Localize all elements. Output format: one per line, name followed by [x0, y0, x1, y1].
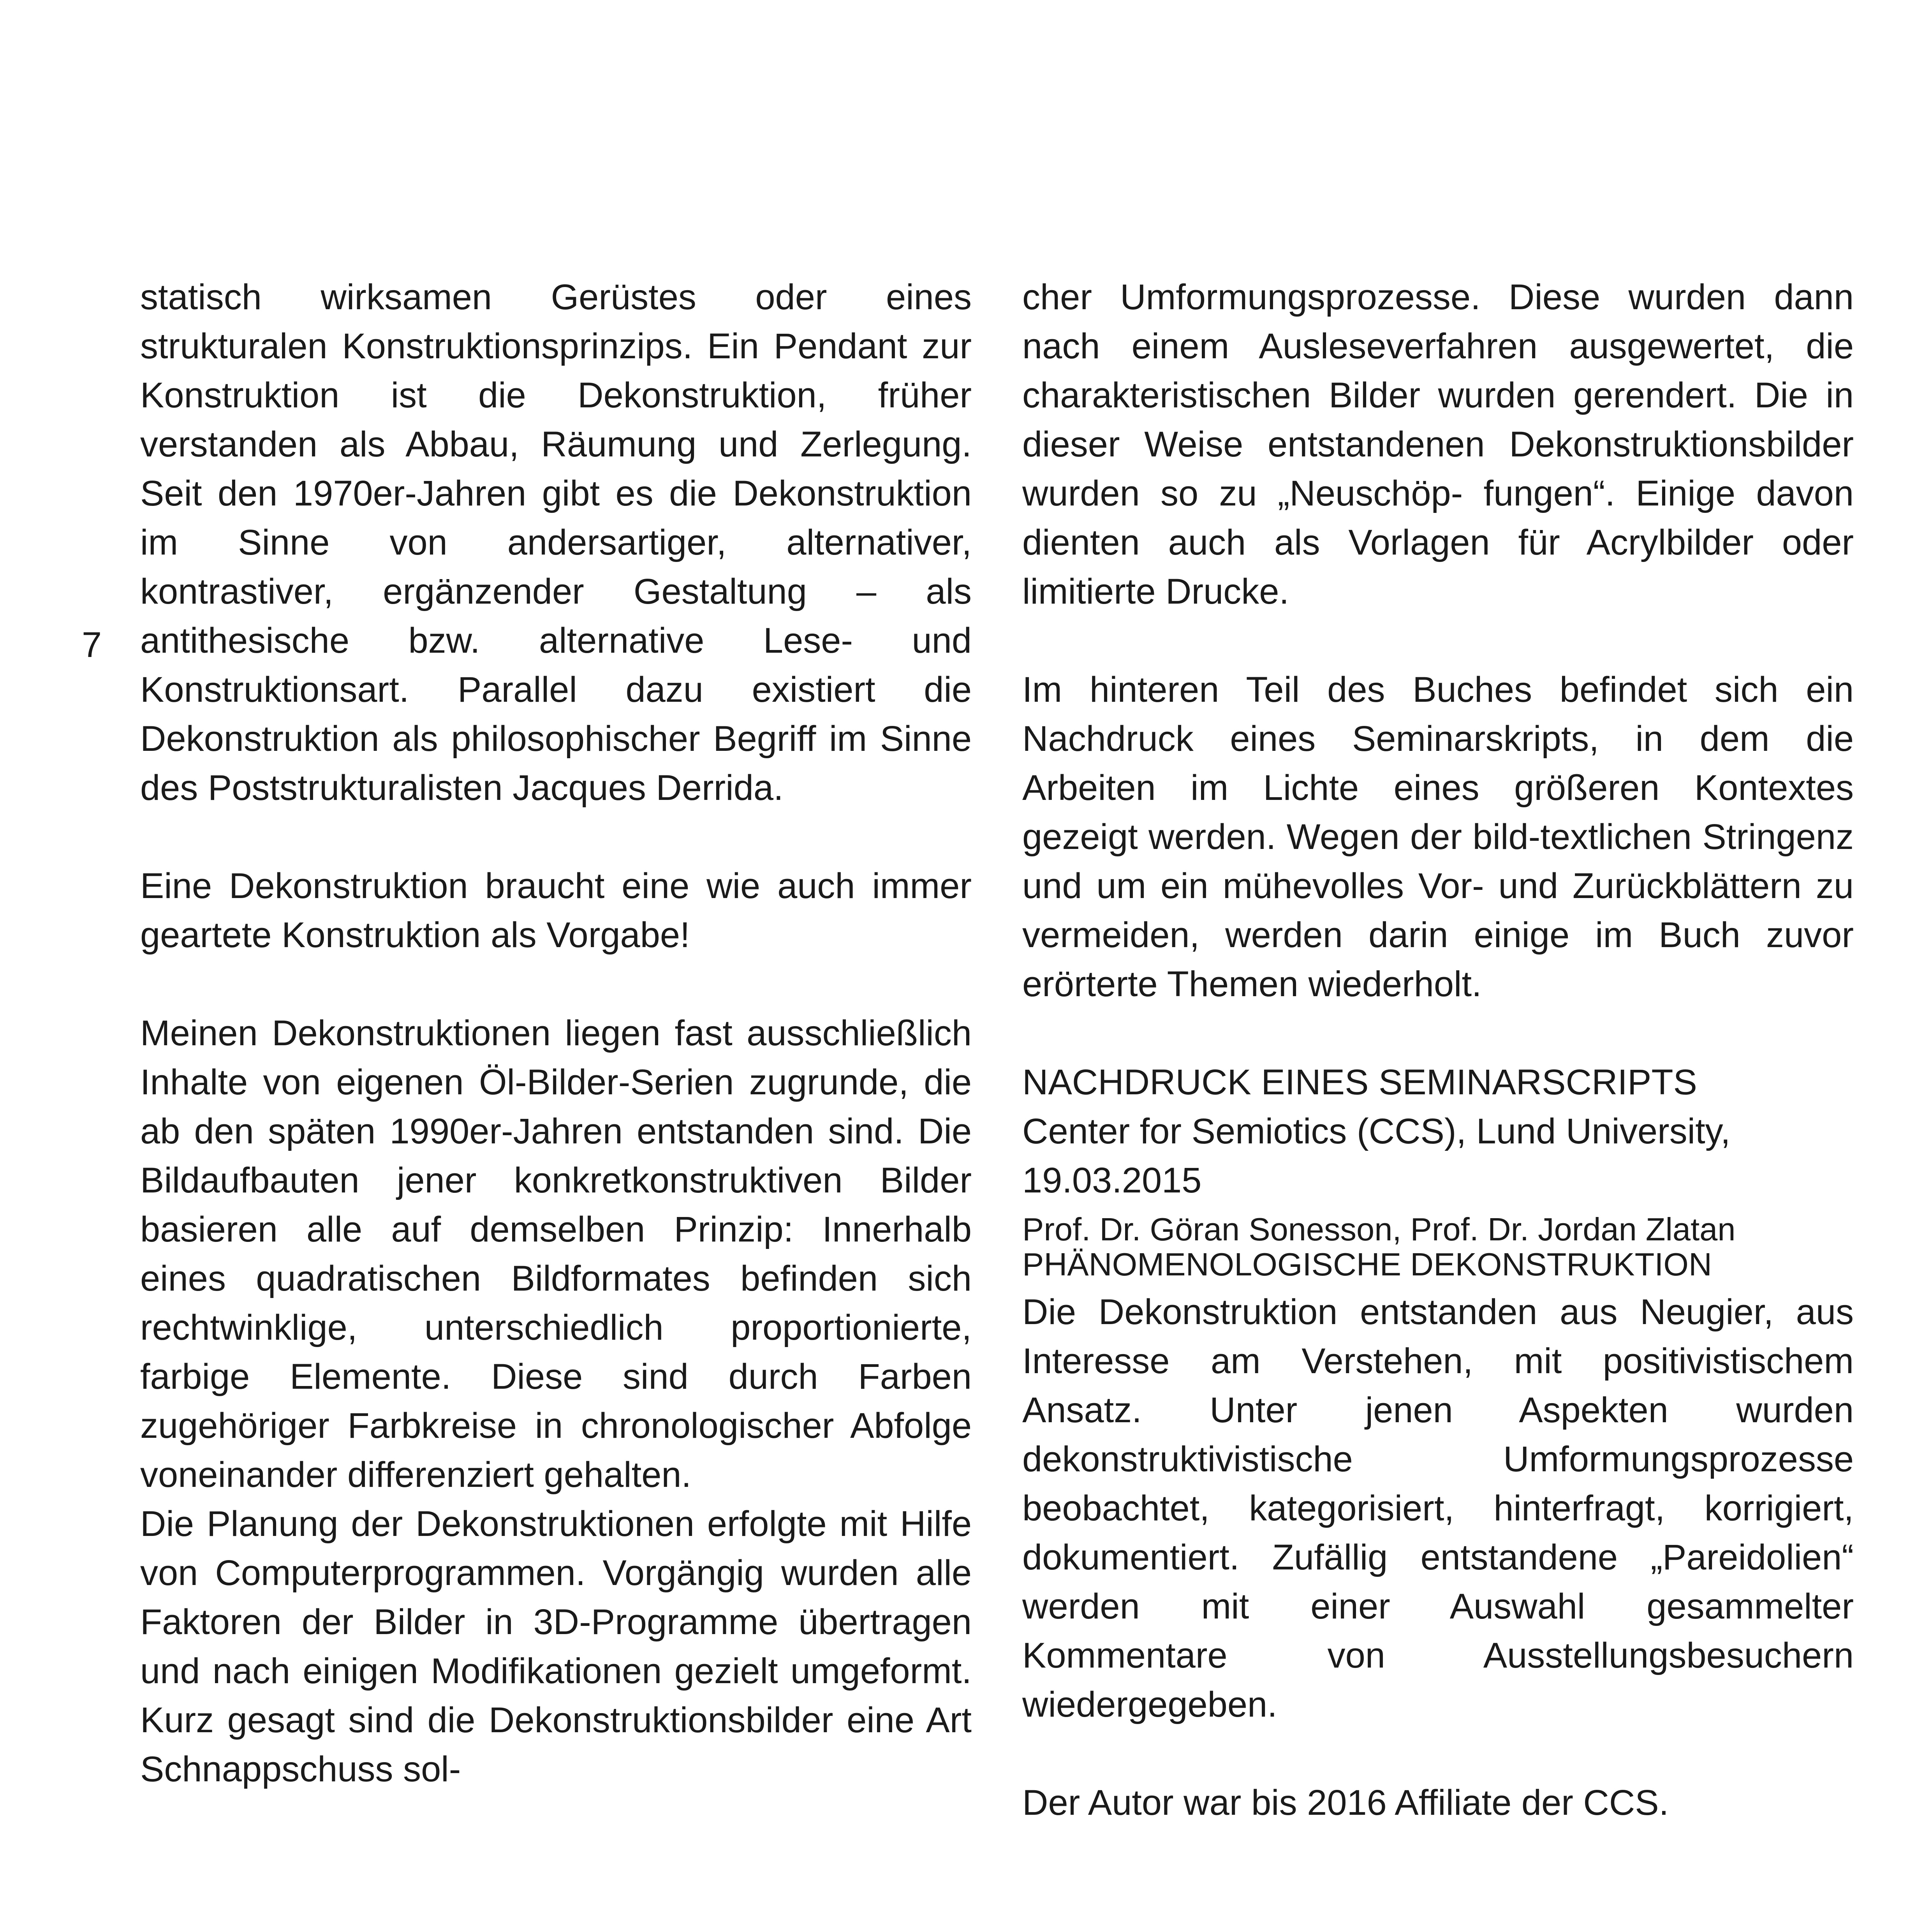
page-number: 7: [82, 625, 102, 665]
paragraph-computer-planning: Die Planung der Dekonstruktionen erfolgte mit Hilfe von Computerprogrammen. Vorgängig wurden alle Faktoren der Bilder in 3D-Programme übertragen und nach einigen Modifikationen gezielt umgeformt. Kurz gesagt sind die Dekonstruktionsbilder eine Art Schnappschuss sol-: [140, 1504, 972, 1789]
left-text-column: [140, 273, 972, 1794]
reprint-subtitle: PHÄNOMENOLOGISCHE DEKONSTRUKTION: [1022, 1246, 1712, 1282]
paragraph-deconstruction-definition: statisch wirksamen Gerüstes oder eines strukturalen Konstruktionsprinzips. Ein Pendant zur Konstruktion ist die Dekonstruktion, früher verstanden als Abbau, Räumung und Zerlegung. Seit den 1970er-Jahren gibt es die Dekonstruktion im Sinne von andersartiger, alternativer, kontrastiver, ergänzender Gestaltung – als antithesische bzw. alternative Lese- und Konstruktionsart. Parallel dazu existiert die Dekonstruktion als philosophischer Begriff im Sinne des Poststrukturalisten Jacques Derrida.: [140, 277, 972, 808]
paragraph-transformation-processes: cher Umformungsprozesse. Diese wurden dann nach einem Ausleseverfahren ausgewertet, die charakteristischen Bilder wurden gerendert. Die in dieser Weise entstandenen Dekonstruktionsbilder wurden so zu „Neuschöp- fungen“. Einige davon dienten auch als Vorlagen für Acrylbilder oder limitierte Drucke.: [1022, 277, 1854, 611]
reprint-heading: NACHDRUCK EINES SEMINARSCRIPTS: [1022, 1062, 1697, 1102]
reprint-authors: Prof. Dr. Göran Sonesson, Prof. Dr. Jordan Zlatan: [1022, 1211, 1736, 1247]
paragraph-author-affiliation: Der Autor war bis 2016 Affiliate der CCS.: [1022, 1783, 1669, 1823]
paragraph-oil-painting-series: Meinen Dekonstruktionen liegen fast ausschließlich Inhalte von eigenen Öl-Bilder-Serien zugrunde, die ab den späten 1990er-Jahren entstanden sind. Die Bildaufbauten jener konkretkonstruktiven Bilder basieren alle auf demselben Prinzip: Innerhalb eines quadratischen Bildformates befinden sich rechtwinklige, unterschiedlich proportionierte, farbige Elemente. Diese sind durch Farben zugehöriger Farbkreise in chronologischer Abfolge voneinander differenziert gehalten.: [140, 1013, 972, 1495]
paragraph-phenomenological-deconstruction: Die Dekonstruktion entstanden aus Neugier, aus Interesse am Verstehen, mit positivistischem Ansatz. Unter jenen Aspekten wurden dekonstruktivistische Umformungsprozesse beobachtet, kategorisiert, hinterfragt, korrigiert, dokumentiert. Zufällig entstandene „Pareidolien“ werden mit einer Auswahl gesammelter Kommentare von Ausstellungsbesuchern wiedergegeben.: [1022, 1292, 1854, 1724]
reprint-venue: Center for Semiotics (CCS), Lund University, 19.03.2015: [1022, 1111, 1731, 1200]
paragraph-construction-prerequisite: Eine Dekonstruktion braucht eine wie auch immer geartete Konstruktion als Vorgabe!: [140, 866, 972, 955]
right-text-column: [1022, 273, 1854, 1827]
paragraph-seminar-reprint-intro: Im hinteren Teil des Buches befindet sich ein Nachdruck eines Seminarskripts, in dem die Arbeiten im Lichte eines größeren Kontextes gezeigt werden. Wegen der bild-textlichen Stringenz und um ein mühevolles Vor- und Zurückblättern zu vermeiden, werden darin einige im Buch zuvor erörterte Themen wiederholt.: [1022, 670, 1854, 1004]
